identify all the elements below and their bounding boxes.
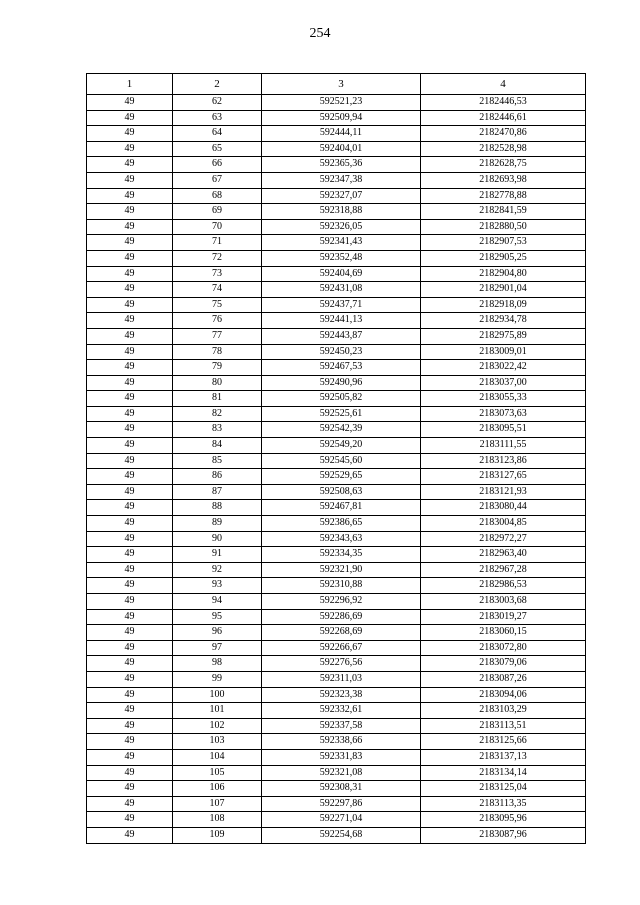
table-cell: 592444,11 bbox=[262, 126, 421, 142]
table-cell: 2183072,80 bbox=[421, 640, 586, 656]
table-cell: 49 bbox=[87, 594, 173, 610]
table-cell: 2183125,66 bbox=[421, 734, 586, 750]
table-row bbox=[87, 250, 586, 266]
table-row bbox=[87, 266, 586, 282]
table-cell: 592508,63 bbox=[262, 484, 421, 500]
table-cell: 75 bbox=[173, 297, 262, 313]
table-row bbox=[87, 344, 586, 360]
page-number: 254 bbox=[309, 26, 331, 41]
table-row bbox=[87, 157, 586, 173]
table-row bbox=[87, 391, 586, 407]
table-cell: 70 bbox=[173, 219, 262, 235]
table-cell: 2183121,93 bbox=[421, 484, 586, 500]
table-cell: 592334,35 bbox=[262, 547, 421, 563]
table-cell: 72 bbox=[173, 250, 262, 266]
table-cell: 86 bbox=[173, 469, 262, 485]
table-cell: 2182470,86 bbox=[421, 126, 586, 142]
table-cell: 49 bbox=[87, 578, 173, 594]
table-cell: 49 bbox=[87, 282, 173, 298]
table-cell: 73 bbox=[173, 266, 262, 282]
table-row bbox=[87, 141, 586, 157]
table-row bbox=[87, 422, 586, 438]
table-cell: 592365,36 bbox=[262, 157, 421, 173]
table-cell: 105 bbox=[173, 765, 262, 781]
table-cell: 2183113,35 bbox=[421, 796, 586, 812]
table-cell: 49 bbox=[87, 749, 173, 765]
table-row bbox=[87, 547, 586, 563]
table-cell: 592437,71 bbox=[262, 297, 421, 313]
table-cell: 592404,69 bbox=[262, 266, 421, 282]
table-row bbox=[87, 500, 586, 516]
table-row bbox=[87, 453, 586, 469]
table-cell: 592404,01 bbox=[262, 141, 421, 157]
table-cell: 84 bbox=[173, 438, 262, 454]
table-row bbox=[87, 594, 586, 610]
table-cell: 2183094,06 bbox=[421, 687, 586, 703]
table-cell: 85 bbox=[173, 453, 262, 469]
table-cell: 2183080,44 bbox=[421, 500, 586, 516]
table-cell: 49 bbox=[87, 297, 173, 313]
table-row bbox=[87, 656, 586, 672]
table-cell: 49 bbox=[87, 157, 173, 173]
table-cell: 2183079,06 bbox=[421, 656, 586, 672]
table-cell: 95 bbox=[173, 609, 262, 625]
table-cell: 49 bbox=[87, 126, 173, 142]
table-cell: 2182841,59 bbox=[421, 204, 586, 220]
table-cell: 592297,86 bbox=[262, 796, 421, 812]
table-cell: 2183087,96 bbox=[421, 827, 586, 843]
table-cell: 592347,38 bbox=[262, 172, 421, 188]
table-cell: 592450,23 bbox=[262, 344, 421, 360]
table-cell: 49 bbox=[87, 250, 173, 266]
table-cell: 49 bbox=[87, 344, 173, 360]
table-cell: 98 bbox=[173, 656, 262, 672]
table-cell: 2182975,89 bbox=[421, 328, 586, 344]
table-cell: 49 bbox=[87, 438, 173, 454]
table-cell: 91 bbox=[173, 547, 262, 563]
table-cell: 77 bbox=[173, 328, 262, 344]
table-cell: 49 bbox=[87, 796, 173, 812]
table-row bbox=[87, 438, 586, 454]
table-row bbox=[87, 796, 586, 812]
table-cell: 592341,43 bbox=[262, 235, 421, 251]
table-cell: 592321,90 bbox=[262, 562, 421, 578]
table-cell: 2183022,42 bbox=[421, 360, 586, 376]
table-row bbox=[87, 95, 586, 111]
table-cell: 49 bbox=[87, 562, 173, 578]
table-row bbox=[87, 749, 586, 765]
table-row bbox=[87, 219, 586, 235]
table-cell: 97 bbox=[173, 640, 262, 656]
table-cell: 49 bbox=[87, 172, 173, 188]
table-row bbox=[87, 562, 586, 578]
table-cell: 102 bbox=[173, 718, 262, 734]
table-cell: 2183019,27 bbox=[421, 609, 586, 625]
table-cell: 49 bbox=[87, 827, 173, 843]
table-cell: 592545,60 bbox=[262, 453, 421, 469]
table-row bbox=[87, 484, 586, 500]
table-cell: 103 bbox=[173, 734, 262, 750]
table-row bbox=[87, 718, 586, 734]
table-cell: 592311,03 bbox=[262, 671, 421, 687]
table-cell: 49 bbox=[87, 219, 173, 235]
table-cell: 592525,61 bbox=[262, 406, 421, 422]
table-cell: 2182778,88 bbox=[421, 188, 586, 204]
table-body bbox=[87, 95, 586, 844]
table-cell: 49 bbox=[87, 266, 173, 282]
table-cell: 592268,69 bbox=[262, 625, 421, 641]
table-cell: 2182986,53 bbox=[421, 578, 586, 594]
table-cell: 49 bbox=[87, 781, 173, 797]
table-cell: 592431,08 bbox=[262, 282, 421, 298]
table-cell: 2182934,78 bbox=[421, 313, 586, 329]
table-cell: 66 bbox=[173, 157, 262, 173]
table-row bbox=[87, 609, 586, 625]
table-cell: 89 bbox=[173, 516, 262, 532]
table-cell: 49 bbox=[87, 656, 173, 672]
table-cell: 2182905,25 bbox=[421, 250, 586, 266]
table-cell: 2182967,28 bbox=[421, 562, 586, 578]
table-cell: 2183009,01 bbox=[421, 344, 586, 360]
table-cell: 592296,92 bbox=[262, 594, 421, 610]
table-cell: 49 bbox=[87, 360, 173, 376]
table-cell: 49 bbox=[87, 609, 173, 625]
table-cell: 2183125,04 bbox=[421, 781, 586, 797]
table-cell: 592467,53 bbox=[262, 360, 421, 376]
table-cell: 2183127,65 bbox=[421, 469, 586, 485]
table-row bbox=[87, 781, 586, 797]
table-cell: 2182963,40 bbox=[421, 547, 586, 563]
table-row bbox=[87, 827, 586, 843]
table-cell: 49 bbox=[87, 204, 173, 220]
table-cell: 2183095,96 bbox=[421, 812, 586, 828]
table-cell: 96 bbox=[173, 625, 262, 641]
table-cell: 2182972,27 bbox=[421, 531, 586, 547]
table-cell: 592386,65 bbox=[262, 516, 421, 532]
table-cell: 104 bbox=[173, 749, 262, 765]
table-cell: 90 bbox=[173, 531, 262, 547]
table-cell: 49 bbox=[87, 625, 173, 641]
table-row bbox=[87, 188, 586, 204]
table-cell: 2183004,85 bbox=[421, 516, 586, 532]
table-cell: 2182628,75 bbox=[421, 157, 586, 173]
table-cell: 592509,94 bbox=[262, 110, 421, 126]
table-cell: 78 bbox=[173, 344, 262, 360]
table-cell: 81 bbox=[173, 391, 262, 407]
table-cell: 82 bbox=[173, 406, 262, 422]
table-cell: 2183123,86 bbox=[421, 453, 586, 469]
table-cell: 592352,48 bbox=[262, 250, 421, 266]
table-cell: 592338,66 bbox=[262, 734, 421, 750]
table-cell: 106 bbox=[173, 781, 262, 797]
table-cell: 592529,65 bbox=[262, 469, 421, 485]
table-cell: 49 bbox=[87, 687, 173, 703]
table-cell: 592326,05 bbox=[262, 219, 421, 235]
table-cell: 49 bbox=[87, 406, 173, 422]
table-cell: 49 bbox=[87, 640, 173, 656]
table-cell: 592521,23 bbox=[262, 95, 421, 111]
table-cell: 2183087,26 bbox=[421, 671, 586, 687]
table-row bbox=[87, 297, 586, 313]
table-cell: 592490,96 bbox=[262, 375, 421, 391]
table-cell: 76 bbox=[173, 313, 262, 329]
table-cell: 49 bbox=[87, 765, 173, 781]
table-cell: 592443,87 bbox=[262, 328, 421, 344]
table-cell: 2182880,50 bbox=[421, 219, 586, 235]
table-row bbox=[87, 204, 586, 220]
table-cell: 592441,13 bbox=[262, 313, 421, 329]
table-cell: 49 bbox=[87, 703, 173, 719]
table-cell: 107 bbox=[173, 796, 262, 812]
table-cell: 2182528,98 bbox=[421, 141, 586, 157]
table-row bbox=[87, 126, 586, 142]
table-row bbox=[87, 375, 586, 391]
table-cell: 2182904,80 bbox=[421, 266, 586, 282]
table-cell: 2183073,63 bbox=[421, 406, 586, 422]
table-cell: 83 bbox=[173, 422, 262, 438]
table-row bbox=[87, 640, 586, 656]
table-cell: 592467,81 bbox=[262, 500, 421, 516]
table-cell: 49 bbox=[87, 453, 173, 469]
table-row bbox=[87, 313, 586, 329]
table-cell: 592286,69 bbox=[262, 609, 421, 625]
table-cell: 108 bbox=[173, 812, 262, 828]
table-cell: 92 bbox=[173, 562, 262, 578]
table-cell: 2183103,29 bbox=[421, 703, 586, 719]
table-cell: 49 bbox=[87, 95, 173, 111]
table-cell: 64 bbox=[173, 126, 262, 142]
table-cell: 49 bbox=[87, 516, 173, 532]
table-cell: 101 bbox=[173, 703, 262, 719]
column-header-4: 4 bbox=[421, 74, 586, 95]
table-cell: 592542,39 bbox=[262, 422, 421, 438]
table-row bbox=[87, 578, 586, 594]
table-cell: 67 bbox=[173, 172, 262, 188]
table-cell: 2183055,33 bbox=[421, 391, 586, 407]
table-row bbox=[87, 360, 586, 376]
table-cell: 49 bbox=[87, 531, 173, 547]
table-cell: 49 bbox=[87, 391, 173, 407]
table-cell: 94 bbox=[173, 594, 262, 610]
column-header-1: 1 bbox=[87, 74, 173, 95]
table-cell: 109 bbox=[173, 827, 262, 843]
table-cell: 62 bbox=[173, 95, 262, 111]
table-cell: 2183113,51 bbox=[421, 718, 586, 734]
table-cell: 592323,38 bbox=[262, 687, 421, 703]
table-cell: 592254,68 bbox=[262, 827, 421, 843]
table-cell: 592271,04 bbox=[262, 812, 421, 828]
table-cell: 87 bbox=[173, 484, 262, 500]
table-cell: 2182907,53 bbox=[421, 235, 586, 251]
table-row bbox=[87, 328, 586, 344]
table-cell: 79 bbox=[173, 360, 262, 376]
table-cell: 592310,88 bbox=[262, 578, 421, 594]
table-row bbox=[87, 734, 586, 750]
table-cell: 69 bbox=[173, 204, 262, 220]
column-header-2: 2 bbox=[173, 74, 262, 95]
table-cell: 71 bbox=[173, 235, 262, 251]
table-cell: 49 bbox=[87, 313, 173, 329]
table-cell: 49 bbox=[87, 422, 173, 438]
table-cell: 49 bbox=[87, 812, 173, 828]
table-row bbox=[87, 812, 586, 828]
table-cell: 2182918,09 bbox=[421, 297, 586, 313]
table-cell: 49 bbox=[87, 718, 173, 734]
table-cell: 592276,56 bbox=[262, 656, 421, 672]
table-row bbox=[87, 406, 586, 422]
table-cell: 592321,08 bbox=[262, 765, 421, 781]
coordinates-table bbox=[86, 73, 586, 844]
table-cell: 49 bbox=[87, 375, 173, 391]
table-cell: 2182901,04 bbox=[421, 282, 586, 298]
table-row bbox=[87, 687, 586, 703]
table-cell: 49 bbox=[87, 734, 173, 750]
table-row bbox=[87, 531, 586, 547]
table-cell: 100 bbox=[173, 687, 262, 703]
table-cell: 99 bbox=[173, 671, 262, 687]
table-cell: 592549,20 bbox=[262, 438, 421, 454]
table-cell: 49 bbox=[87, 188, 173, 204]
table-cell: 592337,58 bbox=[262, 718, 421, 734]
table-row bbox=[87, 703, 586, 719]
table-cell: 49 bbox=[87, 469, 173, 485]
table-row bbox=[87, 625, 586, 641]
table-cell: 2183134,14 bbox=[421, 765, 586, 781]
table-cell: 63 bbox=[173, 110, 262, 126]
table-cell: 88 bbox=[173, 500, 262, 516]
table-cell: 592318,88 bbox=[262, 204, 421, 220]
table-cell: 80 bbox=[173, 375, 262, 391]
table-cell: 2183060,15 bbox=[421, 625, 586, 641]
table-row bbox=[87, 110, 586, 126]
table-cell: 2182446,61 bbox=[421, 110, 586, 126]
table-cell: 93 bbox=[173, 578, 262, 594]
table-cell: 592331,83 bbox=[262, 749, 421, 765]
table-cell: 49 bbox=[87, 500, 173, 516]
table-row bbox=[87, 671, 586, 687]
table-row bbox=[87, 172, 586, 188]
table-cell: 2182693,98 bbox=[421, 172, 586, 188]
table-cell: 2183111,55 bbox=[421, 438, 586, 454]
table-cell: 49 bbox=[87, 110, 173, 126]
table-cell: 49 bbox=[87, 671, 173, 687]
table-cell: 592266,67 bbox=[262, 640, 421, 656]
table-cell: 2182446,53 bbox=[421, 95, 586, 111]
table-row bbox=[87, 469, 586, 485]
table-row bbox=[87, 282, 586, 298]
table-cell: 2183095,51 bbox=[421, 422, 586, 438]
table-cell: 2183137,13 bbox=[421, 749, 586, 765]
table-cell: 49 bbox=[87, 328, 173, 344]
header-row bbox=[87, 74, 586, 95]
table-cell: 49 bbox=[87, 547, 173, 563]
table-cell: 592505,82 bbox=[262, 391, 421, 407]
table-row bbox=[87, 765, 586, 781]
table-row bbox=[87, 516, 586, 532]
table-cell: 49 bbox=[87, 235, 173, 251]
table-cell: 68 bbox=[173, 188, 262, 204]
table-row bbox=[87, 235, 586, 251]
table-cell: 49 bbox=[87, 141, 173, 157]
column-header-3: 3 bbox=[262, 74, 421, 95]
table-cell: 49 bbox=[87, 484, 173, 500]
table-cell: 2183003,68 bbox=[421, 594, 586, 610]
table-cell: 592343,63 bbox=[262, 531, 421, 547]
table-cell: 592327,07 bbox=[262, 188, 421, 204]
table-header bbox=[87, 74, 586, 95]
table-cell: 592308,31 bbox=[262, 781, 421, 797]
table-cell: 592332,61 bbox=[262, 703, 421, 719]
table-cell: 65 bbox=[173, 141, 262, 157]
table-cell: 74 bbox=[173, 282, 262, 298]
table-cell: 2183037,00 bbox=[421, 375, 586, 391]
